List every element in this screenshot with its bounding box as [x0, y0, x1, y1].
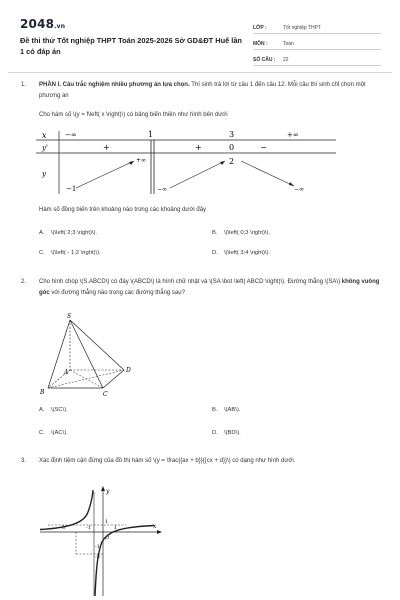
option-text: \(\left( 0;3 \right)\).: [224, 230, 271, 236]
vertex-label: A: [64, 369, 69, 376]
option-letter: B.: [212, 407, 218, 413]
part-instructions-text: Thí sinh trả lời từ câu 1 đến câu 12. Mỗi câu thí sinh chỉ chọn một phương án: [39, 82, 366, 99]
y-value: 2: [229, 157, 235, 166]
option-letter: C.: [39, 430, 45, 436]
y-tick-label: -1: [95, 544, 100, 550]
option-text: \(\left( - 1;2 \right)\).: [51, 250, 101, 256]
origin-label: O: [105, 535, 110, 541]
vertex-label: B: [40, 389, 45, 396]
meta-row-subject: [253, 34, 381, 50]
logo-suffix: .vn: [54, 23, 66, 30]
option-d[interactable]: [212, 430, 241, 436]
question-text: Xác định tiệm cận đứng của đồ thị hàm số \(y = \frac{{ax + b}}{{cx + d}}\) có dạng như hình dưới.: [39, 458, 296, 464]
question-number: 1.: [21, 82, 27, 88]
option-text: \(SC\).: [51, 407, 68, 413]
y-value: −∞: [294, 186, 305, 193]
y-value: +∞: [136, 157, 147, 164]
logo-text: 2048: [20, 17, 55, 31]
vertex-label: C: [103, 391, 108, 398]
derivative-sign: +: [195, 143, 202, 152]
x-axis-label: x: [153, 523, 157, 530]
exam-meta: [253, 18, 381, 66]
y-tick-label: -3: [95, 554, 100, 560]
x-value: −∞: [65, 131, 77, 139]
hyperbola-left-branch: [40, 490, 93, 530]
question-text: [39, 277, 384, 299]
question-emphasis: không vuông góc: [39, 279, 380, 296]
site-logo[interactable]: [20, 17, 65, 31]
meta-row-class: [253, 18, 381, 34]
x-row-label: x: [42, 131, 47, 140]
option-a[interactable]: [39, 407, 68, 413]
option-b[interactable]: [212, 230, 270, 236]
arrow-head: [129, 161, 134, 165]
option-text: \(AC\).: [51, 430, 68, 436]
option-letter: D.: [212, 250, 218, 256]
derivative-zero: 0: [229, 143, 235, 152]
meta-value: 22: [283, 57, 289, 63]
x-value: 3: [229, 130, 235, 139]
x-value: +∞: [287, 131, 299, 139]
meta-label: LỚP :: [253, 25, 267, 31]
x-axis-arrow: [157, 530, 162, 534]
hyperbola-graph: [36, 484, 166, 600]
y-tick-label: 1: [105, 519, 109, 525]
option-text: \(BD\).: [224, 430, 241, 436]
option-text: \(\left( 3;4 \right)\).: [224, 250, 271, 256]
option-text: \(AB\).: [224, 407, 241, 413]
option-letter: A.: [39, 230, 45, 236]
x-tick-label: -3: [60, 525, 65, 531]
option-letter: C.: [39, 250, 45, 256]
option-b[interactable]: [212, 407, 240, 413]
exam-title: Đề thi thử Tốt nghiệp THPT Toán 2025-2026 Sở GD&ĐT Huế lần 1 có đáp án: [20, 36, 242, 56]
header-divider: [8, 72, 392, 73]
question-intro: Cho hàm số \(y = f\left( x \right)\) có bảng biến thiên như hình bên dưới: [39, 112, 228, 118]
question-text-part: với đường thẳng nào trong các đường thẳng sau?: [49, 290, 185, 296]
y-axis-label: y: [106, 488, 110, 495]
part-label: PHẦN I. Câu trắc nghiệm nhiều phương án lựa chọn.: [39, 82, 190, 88]
page-header: [0, 0, 400, 68]
y-value: −1: [66, 185, 77, 193]
derivative-sign: +: [103, 143, 110, 152]
option-letter: D.: [212, 430, 218, 436]
question-text-part: Cho hình chóp \(S.ABCD\) có đáy \(ABCD\) là hình chữ nhật và \(SA \bot \left( ABCD \right)\). Đường thẳng \(SA\): [39, 279, 342, 285]
option-c[interactable]: [39, 250, 101, 256]
option-letter: B.: [212, 230, 218, 236]
y-row-label: y: [42, 170, 46, 178]
meta-row-count: [253, 50, 381, 66]
meta-label: MÔN :: [253, 41, 268, 47]
variation-arrow: [76, 161, 134, 188]
arrow-head: [220, 161, 225, 165]
meta-value: Tốt nghiệp THPT: [283, 25, 321, 31]
y-axis-arrow: [101, 486, 105, 491]
vertex-label: S: [67, 313, 72, 320]
yprime-row-label: y': [42, 144, 48, 152]
option-c[interactable]: [39, 430, 68, 436]
meta-label: SỐ CÂU :: [253, 57, 276, 63]
variation-arrow: [241, 161, 294, 186]
option-a[interactable]: [39, 230, 97, 236]
arrow-head: [289, 182, 294, 186]
x-tick-label: 1: [114, 525, 118, 531]
question-number: 2.: [21, 279, 27, 285]
x-value: 1: [148, 130, 154, 139]
option-letter: A.: [39, 407, 45, 413]
question-text: Hàm số đồng biến trên khoảng nào trong các khoảng dưới đây: [39, 207, 207, 213]
x-tick-label: -1: [86, 525, 91, 531]
question-number: 3.: [21, 458, 27, 464]
pyramid-figure: [36, 312, 146, 402]
option-d[interactable]: [212, 250, 270, 256]
y-value: −∞: [157, 186, 168, 193]
vertex-label: D: [126, 367, 131, 374]
option-text: \(\left( 2;3 \right)\).: [51, 230, 98, 236]
part-instructions: [39, 80, 384, 102]
hyperbola-right-branch: [95, 526, 154, 597]
variation-table: [36, 128, 336, 198]
meta-value: Toán: [283, 41, 294, 47]
variation-arrow: [170, 161, 225, 188]
derivative-sign: −: [260, 143, 267, 152]
